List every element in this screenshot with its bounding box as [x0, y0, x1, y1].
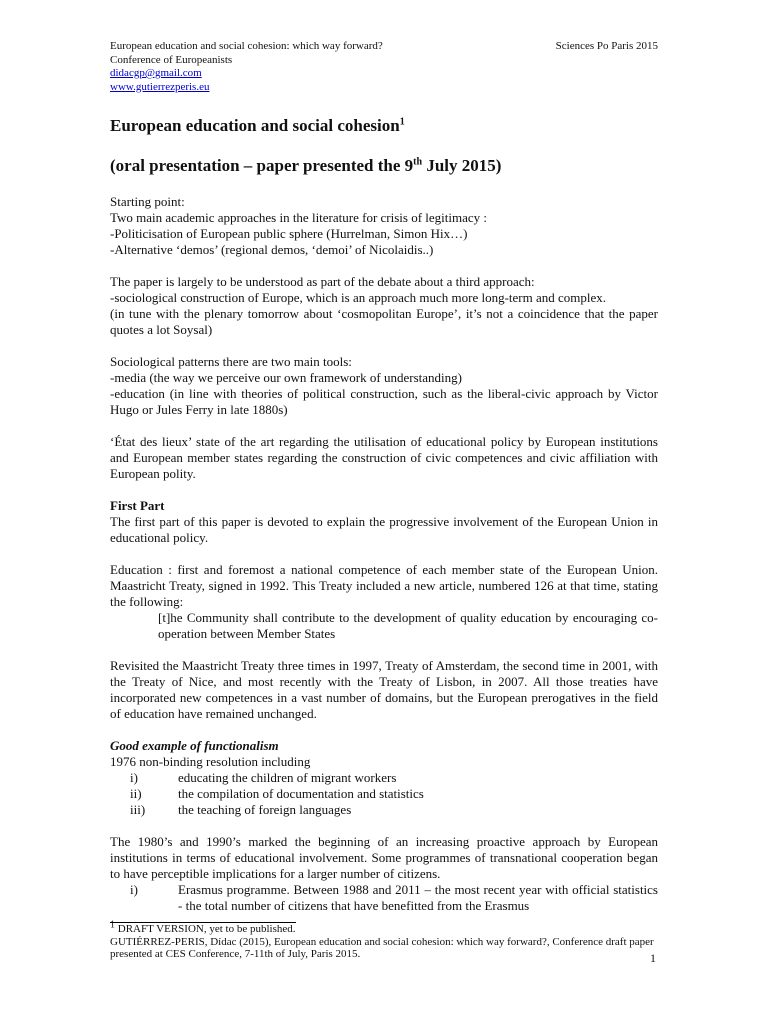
functionalism-intro: 1976 non-binding resolution including: [110, 754, 311, 769]
starting-line: Starting point:: [110, 194, 185, 209]
starting-line: Two main academic approaches in the literature for crisis of legitimacy :: [110, 210, 488, 225]
subtitle-text-post: July 2015): [422, 156, 502, 175]
header-title: European education and social cohesion: which way forward?: [110, 40, 383, 52]
approach-line: The paper is largely to be understood as part of the debate about a third approach:: [110, 274, 535, 289]
header-institution: Sciences Po Paris 2015: [555, 40, 658, 52]
approach-line: -sociological construction of Europe, which is an approach much more long-term and complex.: [110, 290, 607, 305]
title-footnote-marker: 1: [399, 116, 405, 128]
list-item: [110, 882, 658, 914]
list-item-text: Erasmus programme. Between 1988 and 2011 – the most recent year with official statistics - the total number of citizens that have benefitted from the Erasmus: [178, 882, 658, 913]
header-email-link[interactable]: didacgp@gmail.com: [110, 67, 202, 79]
approach-block: [110, 274, 658, 338]
starting-line: -Politicisation of European public sphere (Hurrelman, Simon Hix…): [110, 226, 468, 241]
patterns-line: Sociological patterns there are two main tools:: [110, 354, 352, 369]
document-title: [110, 116, 658, 136]
starting-line: -Alternative ‘demos’ (regional demos, ‘demoi’ of Nicolaidis..): [110, 242, 434, 257]
patterns-block: [110, 354, 658, 418]
list-item-text: the compilation of documentation and statistics: [178, 786, 424, 801]
approach-line: (in tune with the plenary tomorrow about ‘cosmopolitan Europe’, it’s not a coincidence that the paper quotes a lot Soysal): [110, 306, 658, 337]
first-part-paragraph: The first part of this paper is devoted to explain the progressive involvement of the European Union in educational policy.: [110, 514, 658, 545]
list-item-text: the teaching of foreign languages: [178, 802, 352, 817]
footnote-2: GUTIÉRREZ-PERIS, Dídac (2015), European education and social cohesion: which way forward?, Conference draft paper presented at CES Conference, 7-11th of July, Paris 2015.: [110, 935, 654, 960]
education-paragraph: Education : first and foremost a national competence of each member state of the European Union. Maastricht Treaty, signed in 1992. This Treaty included a new article, numbered 126 at that time, stating the following:: [110, 562, 658, 609]
list-item: [110, 802, 658, 818]
revisited-paragraph: Revisited the Maastricht Treaty three times in 1997, Treaty of Amsterdam, the second time in 2001, with the Treaty of Nice, and most recently with the Treaty of Lisbon, in 2007. All those treaties have incorporated new competences in a vast number of domains, but the European prerogatives in the field of education have remained unchanged.: [110, 658, 658, 721]
header-website-link[interactable]: www.gutierrezperis.eu: [110, 80, 210, 93]
footnote-1: [110, 919, 658, 936]
list-item-number: ii): [130, 786, 142, 801]
list-item-text: educating the children of migrant workers: [178, 770, 397, 785]
subtitle-sup: th: [413, 156, 423, 168]
footnote-marker: 1: [110, 919, 115, 931]
functionalism-heading: Good example of functionalism: [110, 738, 279, 753]
patterns-line: -education (in line with theories of political construction, such as the liberal-civic approach by Victor Hugo or Jules Ferry in late 1880s): [110, 386, 658, 417]
list-item-number: i): [130, 882, 138, 897]
list-item: [110, 786, 658, 802]
etat-paragraph: ‘État des lieux’ state of the art regarding the utilisation of educational policy by European institutions and European member states regarding the construction of civic competences and civic affiliation with European polity.: [110, 434, 658, 481]
document-page: [110, 40, 658, 961]
starting-point-block: [110, 194, 658, 258]
patterns-line: -media (the way we perceive our own framework of understanding): [110, 370, 462, 385]
list-item-number: iii): [130, 802, 146, 817]
footnote-1-text: DRAFT VERSION, yet to be published.: [115, 923, 296, 935]
list-item: [110, 770, 658, 786]
page-header: [110, 40, 658, 94]
page-number: 1: [650, 951, 656, 965]
treaty-quote: [t]he Community shall contribute to the development of quality education by encouraging co-operation between Member States: [158, 610, 658, 641]
document-subtitle: [110, 156, 658, 176]
header-conference: Conference of Europeanists: [110, 53, 233, 66]
list-item-number: i): [130, 770, 138, 785]
subtitle-text-pre: (oral presentation – paper presented the 9: [110, 156, 414, 175]
first-part-heading: First Part: [110, 498, 165, 513]
title-text: European education and social cohesion: [110, 116, 400, 135]
eighties-paragraph: The 1980’s and 1990’s marked the beginning of an increasing proactive approach by European institutions in terms of educational involvement. Some programmes of transnational cooperation began to have perceptible implications for a larger number of citizens.: [110, 834, 658, 881]
